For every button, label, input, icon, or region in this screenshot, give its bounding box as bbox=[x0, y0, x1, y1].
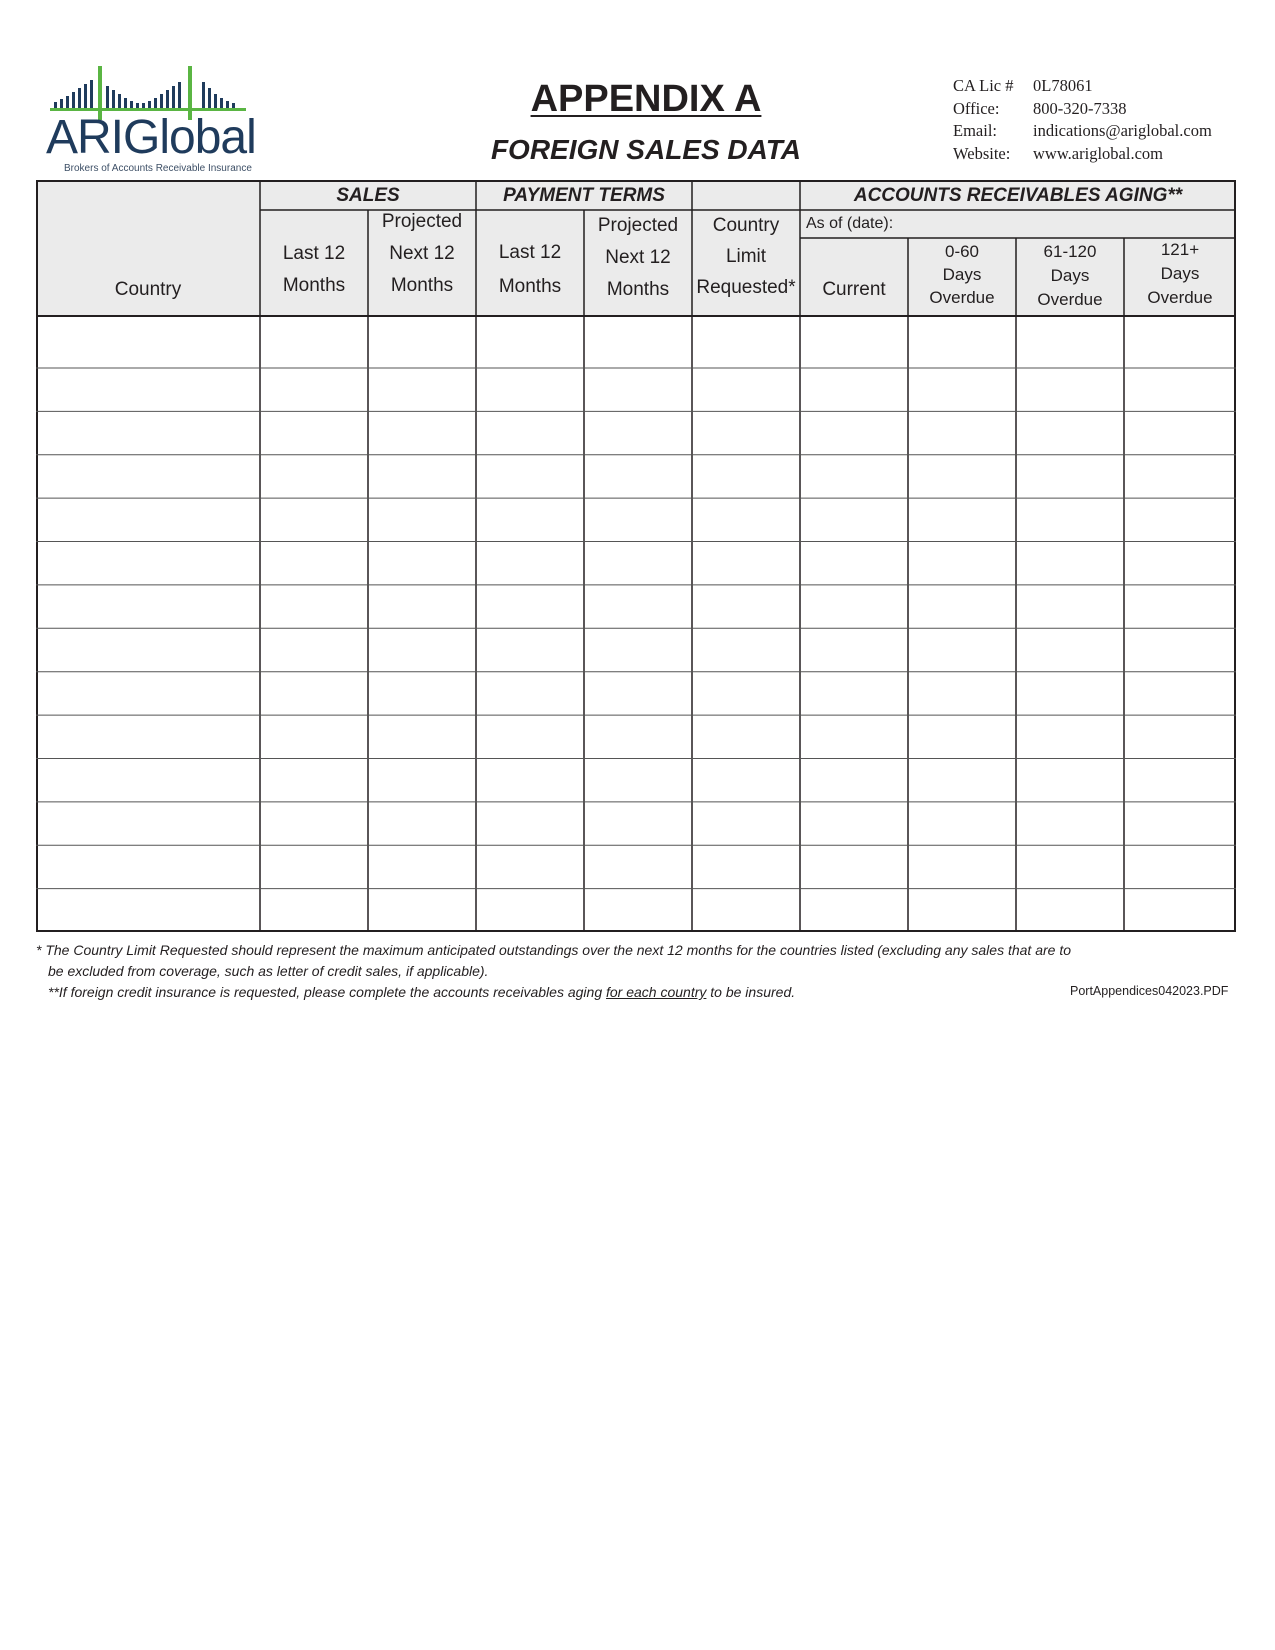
cell-pt-last-12[interactable] bbox=[478, 413, 582, 452]
cell-pt-projected[interactable] bbox=[586, 717, 690, 756]
office-value: 800-320-7338 bbox=[1033, 98, 1127, 118]
cell-61-120-days[interactable] bbox=[1018, 804, 1122, 843]
cell-pt-projected[interactable] bbox=[586, 457, 690, 496]
cell-pt-projected[interactable] bbox=[586, 318, 690, 366]
cell-121-days[interactable] bbox=[1126, 891, 1234, 930]
cell-0-60-days[interactable] bbox=[910, 891, 1014, 930]
cell-sales-projected[interactable] bbox=[370, 500, 474, 539]
cell-pt-last-12[interactable] bbox=[478, 804, 582, 843]
as-of-date-label: As of (date): bbox=[806, 215, 894, 232]
cell-pt-last-12[interactable] bbox=[478, 630, 582, 669]
footnote-country-limit-cont: be excluded from coverage, such as letter of credit sales, if applicable). bbox=[48, 963, 489, 979]
foreign-sales-table bbox=[36, 180, 1236, 932]
cell-country[interactable] bbox=[38, 847, 258, 886]
cell-61-120-days[interactable] bbox=[1018, 760, 1122, 799]
col-header-sales-projected bbox=[368, 206, 476, 302]
cell-pt-last-12[interactable] bbox=[478, 318, 582, 366]
cell-sales-last-12[interactable] bbox=[262, 847, 366, 886]
footnotes bbox=[36, 940, 1216, 1003]
cell-pt-last-12[interactable] bbox=[478, 457, 582, 496]
footnote-country-limit: * The Country Limit Requested should represent the maximum anticipated outstandings over the next 12 months for the countries listed (excluding any sales that are to bbox=[36, 942, 1072, 958]
cell-0-60-days[interactable] bbox=[910, 370, 1014, 409]
col-header-sales-projected-l1: Projected bbox=[381, 211, 463, 232]
cell-pt-projected[interactable] bbox=[586, 891, 690, 930]
cell-country[interactable] bbox=[38, 760, 258, 799]
col-header-country-limit-l1: Country bbox=[712, 215, 780, 236]
cell-sales-last-12[interactable] bbox=[262, 370, 366, 409]
cell-sales-last-12[interactable] bbox=[262, 318, 366, 366]
col-header-sales-last-12-l2: Months bbox=[282, 275, 346, 296]
group-header-payment-terms: PAYMENT TERMS bbox=[503, 185, 665, 206]
cell-121-days[interactable] bbox=[1126, 760, 1234, 799]
cell-country[interactable] bbox=[38, 500, 258, 539]
cell-61-120-days[interactable] bbox=[1018, 847, 1122, 886]
cell-61-120-days[interactable] bbox=[1018, 717, 1122, 756]
cell-pt-last-12[interactable] bbox=[478, 891, 582, 930]
cell-sales-last-12[interactable] bbox=[262, 413, 366, 452]
cell-121-days[interactable] bbox=[1126, 587, 1234, 626]
col-header-country-limit-l2: Limit bbox=[725, 246, 767, 267]
cell-current[interactable] bbox=[802, 630, 906, 669]
cell-61-120-days[interactable] bbox=[1018, 457, 1122, 496]
cell-121-days[interactable] bbox=[1126, 717, 1234, 756]
cell-pt-last-12[interactable] bbox=[478, 370, 582, 409]
contact-block bbox=[953, 75, 1212, 165]
cell-sales-projected[interactable] bbox=[370, 630, 474, 669]
col-header-pt-projected bbox=[584, 210, 692, 306]
cell-sales-last-12[interactable] bbox=[262, 674, 366, 713]
cell-pt-last-12[interactable] bbox=[478, 544, 582, 583]
cell-pt-last-12[interactable] bbox=[478, 717, 582, 756]
col-header-pt-projected-l3: Months bbox=[606, 279, 670, 300]
cell-current[interactable] bbox=[802, 847, 906, 886]
cell-pt-last-12[interactable] bbox=[478, 847, 582, 886]
cell-sales-projected[interactable] bbox=[370, 891, 474, 930]
cell-0-60-days[interactable] bbox=[910, 717, 1014, 756]
cell-sales-last-12[interactable] bbox=[262, 630, 366, 669]
col-header-pt-last-12-l1: Last 12 bbox=[498, 242, 562, 263]
logo-wordmark-ari: ARI bbox=[46, 111, 124, 164]
email-value[interactable]: indications@ariglobal.com bbox=[1033, 121, 1212, 140]
cell-0-60-days[interactable] bbox=[910, 318, 1014, 366]
cell-pt-projected[interactable] bbox=[586, 413, 690, 452]
footnote-aging-underlined: for each country bbox=[606, 984, 707, 1000]
cell-country-limit[interactable] bbox=[694, 760, 798, 799]
cell-0-60-days[interactable] bbox=[910, 630, 1014, 669]
cell-121-days[interactable] bbox=[1126, 630, 1234, 669]
cell-current[interactable] bbox=[802, 413, 906, 452]
cell-sales-projected[interactable] bbox=[370, 717, 474, 756]
cell-121-days[interactable] bbox=[1126, 847, 1234, 886]
cell-current[interactable] bbox=[802, 760, 906, 799]
cell-121-days[interactable] bbox=[1126, 674, 1234, 713]
col-header-country-limit-l3: Requested* bbox=[696, 277, 796, 298]
cell-country[interactable] bbox=[38, 318, 258, 366]
cell-country[interactable] bbox=[38, 370, 258, 409]
footnote-aging-pre: **If foreign credit insurance is requested, please complete the accounts receivables aging bbox=[48, 984, 606, 1000]
logo-wordmark-global: Global bbox=[123, 111, 256, 164]
cell-country[interactable] bbox=[38, 457, 258, 496]
cell-current[interactable] bbox=[802, 370, 906, 409]
cell-sales-last-12[interactable] bbox=[262, 760, 366, 799]
cell-0-60-days[interactable] bbox=[910, 674, 1014, 713]
cell-country-limit[interactable] bbox=[694, 891, 798, 930]
cell-pt-projected[interactable] bbox=[586, 847, 690, 886]
cell-sales-projected[interactable] bbox=[370, 318, 474, 366]
cell-current[interactable] bbox=[802, 891, 906, 930]
col-header-sales-last-12-l1: Last 12 bbox=[282, 243, 346, 264]
cell-pt-projected[interactable] bbox=[586, 544, 690, 583]
footnote-aging-post: to be insured. bbox=[706, 984, 796, 1000]
col-header-61-120-l2: Days bbox=[1050, 266, 1090, 285]
cell-pt-projected[interactable] bbox=[586, 630, 690, 669]
cell-current[interactable] bbox=[802, 804, 906, 843]
group-header-sales: SALES bbox=[336, 185, 400, 206]
cell-current[interactable] bbox=[802, 717, 906, 756]
cell-country[interactable] bbox=[38, 674, 258, 713]
col-header-pt-last-12 bbox=[476, 236, 584, 304]
col-header-0-60-days bbox=[908, 240, 1016, 309]
cell-0-60-days[interactable] bbox=[910, 544, 1014, 583]
cell-current[interactable] bbox=[802, 674, 906, 713]
cell-sales-projected[interactable] bbox=[370, 674, 474, 713]
cell-country-limit[interactable] bbox=[694, 318, 798, 366]
cell-current[interactable] bbox=[802, 318, 906, 366]
cell-country-limit[interactable] bbox=[694, 370, 798, 409]
cell-country-limit[interactable] bbox=[694, 804, 798, 843]
cell-current[interactable] bbox=[802, 457, 906, 496]
cell-country-limit[interactable] bbox=[694, 587, 798, 626]
cell-pt-projected[interactable] bbox=[586, 804, 690, 843]
cell-country-limit[interactable] bbox=[694, 413, 798, 452]
cell-pt-projected[interactable] bbox=[586, 674, 690, 713]
col-header-country-limit bbox=[692, 210, 800, 303]
cell-country[interactable] bbox=[38, 717, 258, 756]
cell-country-limit[interactable] bbox=[694, 500, 798, 539]
cell-pt-last-12[interactable] bbox=[478, 760, 582, 799]
col-header-country: Country bbox=[114, 279, 182, 300]
office-label: Office: bbox=[953, 98, 1000, 118]
cell-61-120-days[interactable] bbox=[1018, 500, 1122, 539]
cell-current[interactable] bbox=[802, 500, 906, 539]
cell-121-days[interactable] bbox=[1126, 413, 1234, 452]
cell-pt-projected[interactable] bbox=[586, 760, 690, 799]
cell-sales-last-12[interactable] bbox=[262, 717, 366, 756]
cell-country[interactable] bbox=[38, 630, 258, 669]
cell-current[interactable] bbox=[802, 587, 906, 626]
cell-pt-last-12[interactable] bbox=[478, 674, 582, 713]
document-id: PortAppendices042023.PDF bbox=[1070, 984, 1229, 998]
cell-61-120-days[interactable] bbox=[1018, 630, 1122, 669]
contact-license-row bbox=[953, 75, 1212, 98]
cell-pt-projected[interactable] bbox=[586, 587, 690, 626]
col-header-61-120-days bbox=[1016, 240, 1124, 312]
page-subtitle: FOREIGN SALES DATA bbox=[490, 134, 802, 165]
page-title: APPENDIX A bbox=[530, 78, 762, 120]
cell-sales-last-12[interactable] bbox=[262, 804, 366, 843]
col-header-0-60-l2: Days bbox=[942, 265, 982, 284]
cell-121-days[interactable] bbox=[1126, 318, 1234, 366]
cell-0-60-days[interactable] bbox=[910, 413, 1014, 452]
cell-sales-projected[interactable] bbox=[370, 760, 474, 799]
contact-website-row bbox=[953, 143, 1212, 166]
cell-sales-last-12[interactable] bbox=[262, 587, 366, 626]
contact-email-row bbox=[953, 120, 1212, 143]
logo-tagline: Brokers of Accounts Receivable Insurance bbox=[64, 163, 252, 174]
group-header-ar-aging: ACCOUNTS RECEIVABLES AGING** bbox=[853, 185, 1183, 206]
col-header-sales-projected-l3: Months bbox=[390, 275, 454, 296]
col-header-pt-last-12-l2: Months bbox=[498, 276, 562, 297]
cell-61-120-days[interactable] bbox=[1018, 318, 1122, 366]
cell-61-120-days[interactable] bbox=[1018, 891, 1122, 930]
cell-country-limit[interactable] bbox=[694, 674, 798, 713]
col-header-121-l2: Days bbox=[1160, 264, 1200, 283]
cell-121-days[interactable] bbox=[1126, 457, 1234, 496]
cell-61-120-days[interactable] bbox=[1018, 413, 1122, 452]
footnote-aging bbox=[36, 982, 1216, 1003]
email-label: Email: bbox=[953, 121, 997, 140]
cell-pt-projected[interactable] bbox=[586, 500, 690, 539]
cell-sales-projected[interactable] bbox=[370, 847, 474, 886]
cell-0-60-days[interactable] bbox=[910, 804, 1014, 843]
cell-61-120-days[interactable] bbox=[1018, 544, 1122, 583]
cell-country-limit[interactable] bbox=[694, 457, 798, 496]
cell-pt-last-12[interactable] bbox=[478, 500, 582, 539]
col-header-121-l3: Overdue bbox=[1147, 288, 1213, 307]
cell-country[interactable] bbox=[38, 544, 258, 583]
website-label: Website: bbox=[953, 143, 1011, 163]
logo-wordmark bbox=[46, 111, 256, 164]
cell-country[interactable] bbox=[38, 891, 258, 930]
col-header-pt-projected-l2: Next 12 bbox=[605, 247, 671, 268]
website-value[interactable]: www.ariglobal.com bbox=[1033, 143, 1163, 163]
cell-country[interactable] bbox=[38, 804, 258, 843]
cell-country-limit[interactable] bbox=[694, 717, 798, 756]
cell-61-120-days[interactable] bbox=[1018, 674, 1122, 713]
col-header-sales-projected-l2: Next 12 bbox=[389, 243, 455, 264]
cell-pt-projected[interactable] bbox=[586, 370, 690, 409]
cell-121-days[interactable] bbox=[1126, 500, 1234, 539]
cell-country[interactable] bbox=[38, 587, 258, 626]
cell-sales-projected[interactable] bbox=[370, 413, 474, 452]
cell-61-120-days[interactable] bbox=[1018, 370, 1122, 409]
col-header-121-days bbox=[1124, 238, 1236, 310]
col-header-0-60-l1: 0-60 bbox=[944, 242, 980, 261]
cell-sales-last-12[interactable] bbox=[262, 891, 366, 930]
cell-0-60-days[interactable] bbox=[910, 760, 1014, 799]
cell-country-limit[interactable] bbox=[694, 544, 798, 583]
cell-country[interactable] bbox=[38, 413, 258, 452]
ariglobal-logo bbox=[44, 66, 264, 178]
cell-121-days[interactable] bbox=[1126, 544, 1234, 583]
cell-country-limit[interactable] bbox=[694, 847, 798, 886]
cell-sales-projected[interactable] bbox=[370, 587, 474, 626]
col-header-121-l1: 121+ bbox=[1160, 240, 1200, 259]
cell-0-60-days[interactable] bbox=[910, 847, 1014, 886]
cell-121-days[interactable] bbox=[1126, 370, 1234, 409]
cell-61-120-days[interactable] bbox=[1018, 587, 1122, 626]
cell-pt-last-12[interactable] bbox=[478, 587, 582, 626]
cell-sales-last-12[interactable] bbox=[262, 500, 366, 539]
cell-sales-projected[interactable] bbox=[370, 544, 474, 583]
contact-office-row bbox=[953, 98, 1212, 121]
cell-sales-last-12[interactable] bbox=[262, 544, 366, 583]
col-header-61-120-l3: Overdue bbox=[1037, 290, 1103, 309]
cell-0-60-days[interactable] bbox=[910, 587, 1014, 626]
cell-sales-projected[interactable] bbox=[370, 370, 474, 409]
cell-121-days[interactable] bbox=[1126, 804, 1234, 843]
cell-sales-projected[interactable] bbox=[370, 804, 474, 843]
col-header-current: Current bbox=[822, 279, 886, 300]
col-header-0-60-l3: Overdue bbox=[929, 288, 995, 307]
license-label: CA Lic # bbox=[953, 76, 1014, 95]
col-header-sales-last-12 bbox=[260, 238, 368, 302]
cell-0-60-days[interactable] bbox=[910, 457, 1014, 496]
cell-sales-last-12[interactable] bbox=[262, 457, 366, 496]
license-value: 0L78061 bbox=[1033, 76, 1093, 95]
cell-sales-projected[interactable] bbox=[370, 457, 474, 496]
cell-0-60-days[interactable] bbox=[910, 500, 1014, 539]
cell-current[interactable] bbox=[802, 544, 906, 583]
col-header-pt-projected-l1: Projected bbox=[597, 215, 679, 236]
col-header-61-120-l1: 61-120 bbox=[1043, 242, 1097, 261]
cell-country-limit[interactable] bbox=[694, 630, 798, 669]
